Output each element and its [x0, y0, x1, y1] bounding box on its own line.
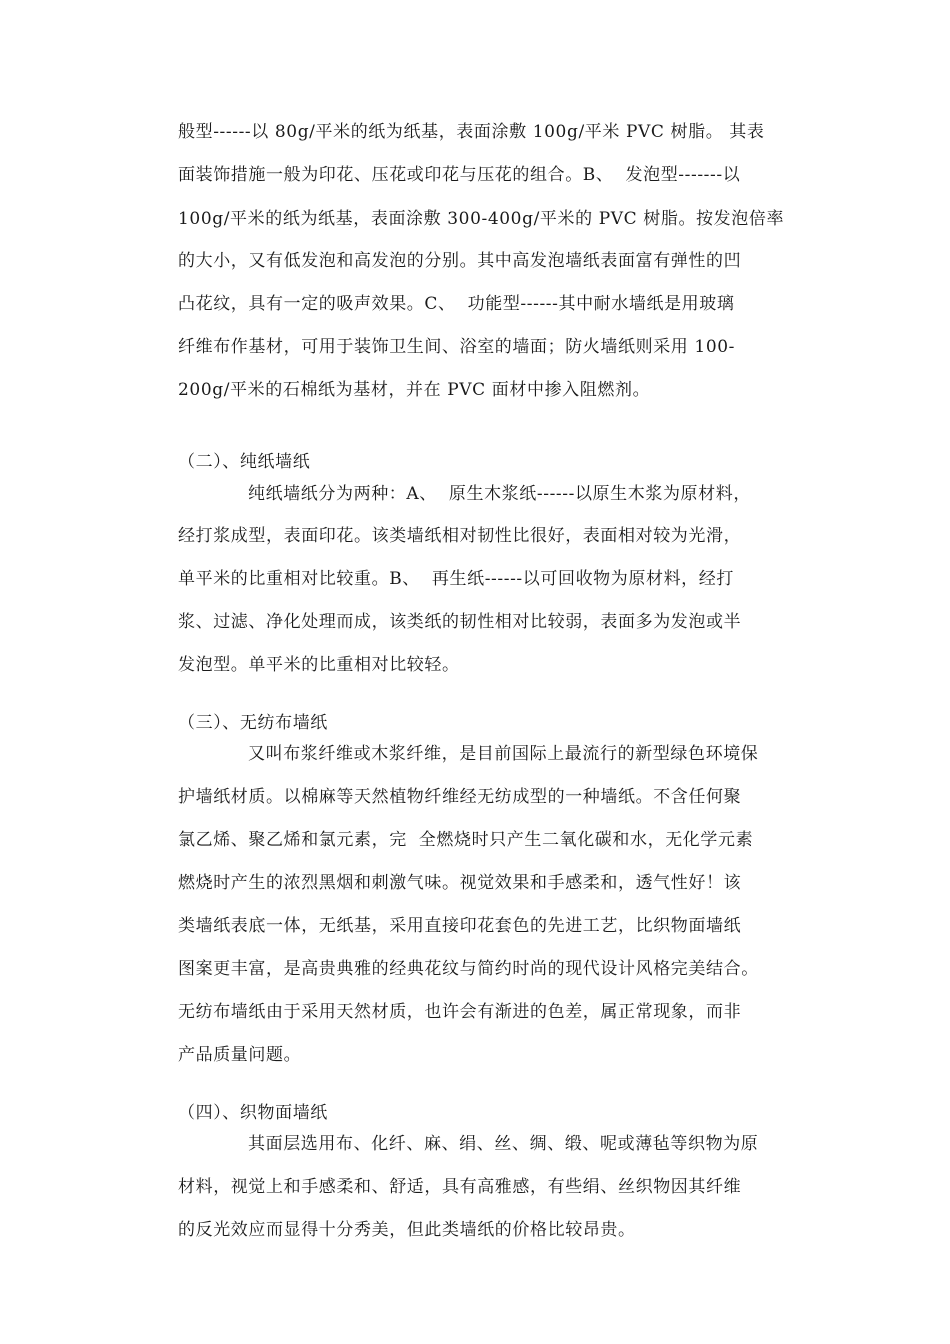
paragraph-line: 燃烧时产生的浓烈黑烟和刺激气味。视觉效果和手感柔和，透气性好！该 — [178, 873, 742, 893]
paragraph-line: 其面层选用布、化纤、麻、绢、丝、绸、缎、呢或薄毡等织物为原 — [248, 1134, 759, 1154]
section-heading: （三）、无纺布墙纸 — [178, 713, 328, 733]
paragraph-line: 单平米的比重相对比较重。B、 再生纸------以可回收物为原材料，经打 — [178, 569, 734, 589]
paragraph-line: 般型------以 80g/平米的纸为纸基，表面涂敷 100g/平米 PVC 树脂。 其表 — [178, 122, 765, 142]
paragraph-line: 材料，视觉上和手感柔和、舒适，具有高雅感，有些绢、丝织物因其纤维 — [178, 1177, 742, 1197]
paragraph-line: 的反光效应而显得十分秀美，但此类墙纸的价格比较昂贵。 — [178, 1220, 636, 1240]
paragraph-line: 的大小，又有低发泡和高发泡的分别。其中高发泡墙纸表面富有弹性的凹 — [178, 251, 742, 271]
paragraph-line: 纤维布作基材，可用于装饰卫生间、浴室的墙面；防火墙纸则采用 100- — [178, 337, 735, 357]
paragraph-line: 氯乙烯、聚乙烯和氯元素，完 全燃烧时只产生二氧化碳和水，无化学元素 — [178, 830, 754, 850]
paragraph-line: 浆、过滤、净化处理而成，该类纸的韧性相对比较弱，表面多为发泡或半 — [178, 612, 742, 632]
paragraph-line: 面装饰措施一般为印花、压花或印花与压花的组合。B、 发泡型-------以 — [178, 165, 741, 185]
section-heading: （二）、纯纸墙纸 — [178, 452, 311, 472]
paragraph-line: 无纺布墙纸由于采用天然材质，也许会有渐进的色差，属正常现象，而非 — [178, 1002, 742, 1022]
paragraph-line: 产品质量问题。 — [178, 1045, 302, 1065]
paragraph-line: 凸花纹，具有一定的吸声效果。C、 功能型------其中耐水墙纸是用玻璃 — [178, 294, 735, 314]
paragraph-line: 又叫布浆纤维或木浆纤维，是目前国际上最流行的新型绿色环境保 — [248, 744, 759, 764]
paragraph-line: 100g/平米的纸为纸基，表面涂敷 300-400g/平米的 PVC 树脂。按发泡倍率 — [178, 209, 785, 229]
paragraph-line: 类墙纸表底一体，无纸基，采用直接印花套色的先进工艺，比织物面墙纸 — [178, 916, 742, 936]
paragraph-line: 发泡型。单平米的比重相对比较轻。 — [178, 655, 460, 675]
paragraph-line: 200g/平米的石棉纸为基材，并在 PVC 面材中掺入阻燃剂。 — [178, 380, 651, 400]
paragraph-line: 图案更丰富，是高贵典雅的经典花纹与简约时尚的现代设计风格完美结合。 — [178, 959, 759, 979]
paragraph-line: 经打浆成型，表面印花。该类墙纸相对韧性比很好，表面相对较为光滑， — [178, 526, 742, 546]
paragraph-line: 纯纸墙纸分为两种：A、 原生木浆纸------以原生木浆为原材料， — [248, 484, 751, 504]
section-heading: （四）、织物面墙纸 — [178, 1103, 328, 1123]
paragraph-line: 护墙纸材质。以棉麻等天然植物纤维经无纺成型的一种墙纸。不含任何聚 — [178, 787, 742, 807]
